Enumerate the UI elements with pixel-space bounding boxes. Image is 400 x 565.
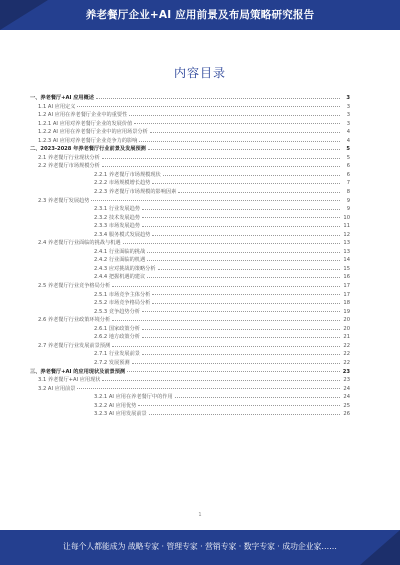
toc-leader-dots (178, 192, 340, 193)
toc-leader-dots (147, 277, 340, 278)
toc-leader-dots (149, 414, 340, 415)
toc-entry-page: 20 (343, 325, 350, 332)
toc-entry-title: 3.2.1 AI 应用在养老餐厅中的作用 (94, 394, 173, 401)
toc-leader-dots (91, 200, 340, 201)
toc-entry-page: 7 (346, 180, 350, 187)
toc-entry-title: 2.7.1 行业发展前景 (94, 351, 140, 358)
toc-entry-title: 3.1 养老餐厅+AI 应用现状 (38, 377, 101, 384)
toc-entry-page: 3 (346, 120, 350, 127)
page-header (0, 0, 400, 30)
toc-entry-title: 一、养老餐厅+AI 应用概述 (30, 95, 94, 101)
toc-entry-page: 12 (343, 231, 350, 238)
toc-leader-dots (129, 115, 340, 116)
toc-entry-title: 3.2.3 AI 应用发展前景 (94, 411, 147, 418)
toc-leader-dots (139, 141, 340, 142)
toc-entry[interactable] (30, 342, 350, 351)
toc-entry-title: 2.3 养老餐厅发展趋势 (38, 197, 90, 204)
table-of-contents (30, 94, 350, 506)
toc-leader-dots (142, 226, 340, 227)
toc-entry-page: 3 (346, 112, 350, 119)
toc-entry[interactable] (30, 162, 350, 171)
toc-entry-title: 2.3.1 行业发展趋势 (94, 206, 140, 213)
toc-entry-page: 11 (343, 223, 350, 230)
toc-leader-dots (77, 388, 340, 389)
toc-entry[interactable] (30, 231, 350, 240)
toc-entry-page: 23 (343, 377, 350, 384)
toc-entry-page: 8 (346, 189, 350, 196)
toc-entry-title: 2.1 养老餐厅行业现状分析 (38, 154, 100, 161)
toc-entry-page: 16 (343, 274, 350, 281)
toc-entry-title: 2.2.1 养老餐厅市场规模现状 (94, 171, 161, 178)
toc-entry-title: 1.2.1 AI 应用对养老餐厅企业的发展价值 (38, 120, 133, 127)
toc-leader-dots (158, 269, 340, 270)
toc-entry-page: 13 (343, 240, 350, 247)
toc-leader-dots (152, 303, 340, 304)
toc-entry-page: 18 (343, 300, 350, 307)
toc-entry-title: 2.4.4 把握机遇的建议 (94, 274, 146, 281)
toc-entry-page: 6 (346, 163, 350, 170)
toc-entry-page: 15 (343, 265, 350, 272)
toc-entry[interactable] (30, 222, 350, 231)
toc-entry[interactable] (30, 282, 350, 291)
toc-entry-title: 2.3.2 技术发展趋势 (94, 214, 140, 221)
toc-entry[interactable] (30, 291, 350, 300)
toc-entry[interactable] (30, 197, 350, 206)
toc-entry[interactable] (30, 145, 350, 154)
toc-entry-title: 2.6.1 国家政策分析 (94, 325, 140, 332)
toc-leader-dots (134, 123, 340, 124)
toc-entry-page: 24 (343, 385, 350, 392)
toc-entry[interactable] (30, 205, 350, 214)
toc-entry[interactable] (30, 154, 350, 163)
toc-entry-title: 2.2.3 养老餐厅市场规模的影响因素 (94, 189, 177, 196)
toc-leader-dots (96, 98, 340, 99)
toc-leader-dots (132, 363, 340, 364)
toc-leader-dots (102, 380, 340, 381)
toc-entry-page: 17 (343, 291, 350, 298)
report-title: 养老餐厅企业+AI 应用前景及布局策略研究报告 (85, 9, 315, 21)
toc-entry[interactable] (30, 316, 350, 325)
toc-entry-title: 1.2 AI 应用在养老餐厅企业中的重要性 (38, 112, 128, 119)
toc-entry-title: 2.5 养老餐厅行业竞争格局分析 (38, 283, 111, 290)
toc-entry[interactable] (30, 214, 350, 223)
toc-entry-page: 19 (343, 308, 350, 315)
toc-entry[interactable] (30, 308, 350, 317)
toc-entry-page: 20 (343, 317, 350, 324)
toc-leader-dots (102, 166, 340, 167)
toc-entry-title: 2.4 养老餐厅行业面临的挑战与机遇 (38, 240, 121, 247)
toc-entry[interactable] (30, 376, 350, 385)
toc-leader-dots (102, 158, 340, 159)
toc-entry-page: 21 (343, 334, 350, 341)
toc-entry-page: 22 (343, 342, 350, 349)
toc-leader-dots (112, 320, 340, 321)
toc-entry[interactable] (30, 239, 350, 248)
toc-entry[interactable] (30, 94, 350, 103)
toc-entry-title: 2.2.2 市场规模增长趋势 (94, 180, 151, 187)
toc-leader-dots (142, 329, 340, 330)
toc-entry-title: 三、养老餐厅+AI 的应用现状及前景预测 (30, 368, 126, 375)
toc-entry-page: 14 (343, 257, 350, 264)
toc-entry-title: 2.6 养老餐厅行业政策环境分析 (38, 317, 111, 324)
toc-heading: 内容目录 (173, 66, 226, 80)
toc-leader-dots (147, 260, 340, 261)
toc-leader-dots (152, 294, 340, 295)
toc-entry[interactable] (30, 248, 350, 257)
toc-leader-dots (112, 286, 340, 287)
page-footer (0, 530, 400, 565)
toc-leader-dots (142, 337, 340, 338)
toc-entry[interactable] (30, 299, 350, 308)
toc-entry[interactable] (30, 188, 350, 197)
toc-entry[interactable] (30, 137, 350, 146)
toc-entry[interactable] (30, 111, 350, 120)
toc-entry-page: 6 (346, 171, 350, 178)
toc-entry-title: 3.2 AI 应用前景 (38, 385, 76, 392)
toc-entry-page: 4 (346, 137, 350, 144)
toc-entry-title: 2.3.3 市场发展趋势 (94, 223, 140, 230)
toc-entry-page: 10 (343, 214, 350, 221)
page-number: 1 (198, 512, 202, 518)
toc-leader-dots (142, 354, 340, 355)
toc-leader-dots (142, 217, 340, 218)
toc-entry-title: 3.2.2 AI 应用优势 (94, 402, 137, 409)
toc-entry-page: 13 (343, 248, 350, 255)
footer-slogan: 让每个人都能成为 战略专家 · 管理专家 · 营销专家 · 数字专家 · 成功企业家…… (63, 542, 337, 551)
toc-entry-title: 2.7 养老餐厅行业发展前景预测 (38, 342, 111, 349)
toc-entry[interactable] (30, 120, 350, 129)
toc-entry[interactable] (30, 265, 350, 274)
toc-entry[interactable] (30, 385, 350, 394)
toc-leader-dots (138, 405, 340, 406)
toc-entry-title: 2.7.2 发展预测 (94, 359, 130, 366)
toc-entry[interactable] (30, 393, 350, 402)
toc-entry[interactable] (30, 325, 350, 334)
toc-leader-dots (163, 175, 340, 176)
toc-entry-title: 1.1 AI 应用定义 (38, 103, 76, 110)
toc-entry[interactable] (30, 333, 350, 342)
toc-entry-page: 24 (343, 394, 350, 401)
toc-entry-title: 2.5.1 市场竞争主体分析 (94, 291, 151, 298)
toc-entry-page: 5 (346, 146, 350, 153)
toc-leader-dots (112, 346, 340, 347)
toc-entry-page: 22 (343, 351, 350, 358)
toc-entry[interactable] (30, 103, 350, 112)
toc-entry-page: 22 (343, 359, 350, 366)
toc-entry-title: 2.5.2 市场竞争格局分析 (94, 300, 151, 307)
toc-entry[interactable] (30, 402, 350, 411)
toc-entry[interactable] (30, 179, 350, 188)
toc-entry-title: 2.4.3 应对挑战的策略分析 (94, 265, 156, 272)
toc-entry-title: 2.5.3 竞争趋势分析 (94, 308, 140, 315)
toc-leader-dots (142, 311, 340, 312)
toc-entry[interactable] (30, 410, 350, 419)
toc-entry-page: 17 (343, 283, 350, 290)
toc-entry-title: 1.2.2 AI 应用在养老餐厅企业中的应用场景分析 (38, 129, 148, 136)
toc-entry-title: 2.6.2 地方政策分析 (94, 334, 140, 341)
toc-entry-page: 25 (343, 402, 350, 409)
toc-entry-title: 2.3.4 服务模式发展趋势 (94, 231, 151, 238)
toc-entry-title: 2.4.2 行业面临的机遇 (94, 257, 146, 264)
toc-leader-dots (77, 106, 340, 107)
toc-entry-page: 5 (346, 154, 350, 161)
toc-leader-dots (147, 252, 340, 253)
toc-entry-title: 二、2023-2028 年养老餐厅行业前景及发展预测 (30, 146, 146, 153)
toc-entry[interactable] (30, 128, 350, 137)
toc-entry[interactable] (30, 273, 350, 282)
toc-entry-page: 23 (342, 368, 350, 375)
toc-leader-dots (150, 132, 340, 133)
toc-entry[interactable] (30, 256, 350, 265)
toc-leader-dots (152, 183, 340, 184)
toc-leader-dots (142, 209, 340, 210)
toc-entry[interactable] (30, 368, 350, 377)
toc-leader-dots (127, 371, 340, 372)
toc-entry-page: 9 (346, 197, 350, 204)
toc-entry[interactable] (30, 350, 350, 359)
toc-leader-dots (175, 397, 340, 398)
toc-leader-dots (152, 235, 340, 236)
toc-entry-title: 1.2.3 AI 应用对养老餐厅企业竞争力的影响 (38, 137, 138, 144)
toc-leader-dots (123, 243, 340, 244)
toc-entry-page: 3 (346, 95, 350, 101)
toc-entry-title: 2.4.1 行业面临的挑战 (94, 248, 146, 255)
toc-leader-dots (148, 149, 340, 150)
toc-entry-title: 2.2 养老餐厅市场规模分析 (38, 163, 100, 170)
toc-entry-page: 9 (346, 206, 350, 213)
toc-entry-page: 26 (343, 411, 350, 418)
toc-entry-page: 3 (346, 103, 350, 110)
toc-entry[interactable] (30, 171, 350, 180)
toc-entry-page: 4 (346, 129, 350, 136)
toc-entry[interactable] (30, 359, 350, 368)
